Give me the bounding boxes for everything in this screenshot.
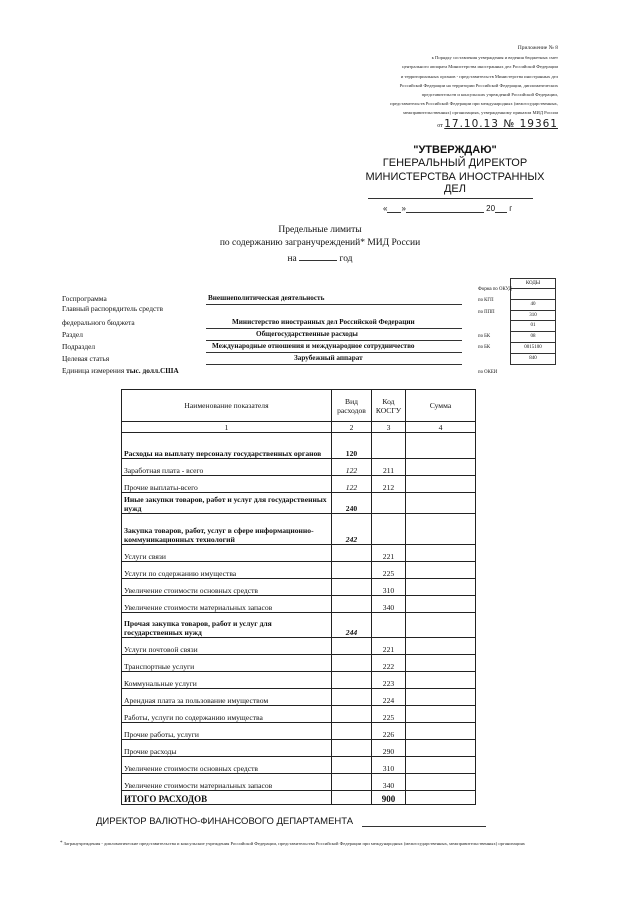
table-row	[122, 562, 476, 579]
appendix-block	[330, 44, 558, 131]
table-row	[122, 655, 476, 672]
table-row	[122, 493, 476, 514]
col-number: 1	[122, 422, 332, 433]
table-body	[122, 433, 476, 805]
code-label: по БК	[478, 334, 491, 339]
code-label: по КГП	[478, 298, 494, 303]
footnote	[60, 840, 540, 848]
table-row	[122, 579, 476, 596]
row-name: Расходы на выплату персоналу государственных органов	[122, 433, 332, 459]
appendix-line: представительств Российской Федерации при международных (межгосударственных,	[390, 101, 558, 107]
row-name: Увеличение стоимости материальных запасов	[122, 774, 332, 791]
row-expense-type: 242	[332, 514, 372, 545]
row-expense-type	[332, 706, 372, 723]
row-name: Услуги по содержанию имущества	[122, 562, 332, 579]
field-underline	[206, 328, 462, 329]
table-row	[122, 706, 476, 723]
row-expense-type	[332, 689, 372, 706]
approval-ministry: МИНИСТЕРСТВА ИНОСТРАННЫХ ДЕЛ	[365, 171, 545, 195]
row-kosgu	[372, 433, 406, 459]
col-number: 2	[332, 422, 372, 433]
unit-label-text: Единица измерения	[62, 366, 125, 375]
total-label: ИТОГО РАСХОДОВ	[122, 791, 332, 805]
row-sum[interactable]	[406, 613, 476, 638]
row-kosgu: 221	[372, 545, 406, 562]
code-cell	[510, 288, 556, 300]
row-kosgu: 212	[372, 476, 406, 493]
row-sum[interactable]	[406, 740, 476, 757]
table-row	[122, 476, 476, 493]
date-prefix: от	[437, 122, 443, 129]
table-row	[122, 596, 476, 613]
table-row	[122, 672, 476, 689]
row-sum[interactable]	[406, 433, 476, 459]
unit-value: тыс. долл.США	[126, 366, 179, 375]
table-row	[122, 638, 476, 655]
appendix-line: центрального аппарата Министерства иностранных дел Российской Федерации	[402, 64, 558, 70]
col-number: 4	[406, 422, 476, 433]
appendix-number: Приложение № 8	[517, 45, 558, 51]
code-cell: 840	[510, 354, 556, 365]
approval-stamp: "УТВЕРЖДАЮ"	[413, 144, 497, 156]
code-label: по ППП	[478, 310, 495, 315]
row-name: Увеличение стоимости материальных запасов	[122, 596, 332, 613]
codes-box	[510, 278, 556, 365]
row-name: Услуги почтовой связи	[122, 638, 332, 655]
row-kosgu: 224	[372, 689, 406, 706]
section-label: Раздел	[62, 330, 83, 339]
code-cell: 0015100	[510, 343, 556, 354]
row-expense-type	[332, 562, 372, 579]
row-sum[interactable]	[406, 493, 476, 514]
row-name: Прочие работы, услуги	[122, 723, 332, 740]
row-sum[interactable]	[406, 514, 476, 545]
total-vr	[332, 791, 372, 805]
row-kosgu	[372, 493, 406, 514]
row-expense-type	[332, 545, 372, 562]
doc-year-line	[190, 251, 450, 264]
table-header-row	[122, 390, 476, 422]
subsection-value: Международные отношения и международное сотрудничество	[212, 342, 415, 350]
row-expense-type: 122	[332, 476, 372, 493]
field-underline	[206, 352, 462, 353]
manager-value: Министерство иностранных дел Российской Федерации	[232, 318, 415, 326]
subsection-label: Подраздел	[62, 342, 96, 351]
appendix-line: и территориальных органов - представительств Министерства иностранных дел	[400, 73, 558, 79]
appendix-line: представительств и консульских учреждений Российской Федерации,	[421, 92, 558, 98]
row-sum[interactable]	[406, 672, 476, 689]
code-label: по БК	[478, 345, 491, 350]
row-expense-type	[332, 672, 372, 689]
appendix-line: к Порядку составления утверждения и ведения бюджетных смет	[431, 55, 558, 61]
approval-date-line	[383, 203, 553, 213]
col-header-kosgu: Код КОСГУ	[372, 390, 406, 422]
row-kosgu: 226	[372, 723, 406, 740]
row-name: Заработная плата - всего	[122, 459, 332, 476]
table-row	[122, 740, 476, 757]
row-sum[interactable]	[406, 706, 476, 723]
day-blank	[387, 203, 401, 213]
col-header-vr: Вид расходов	[332, 390, 372, 422]
limits-table	[121, 389, 476, 805]
row-expense-type	[332, 638, 372, 655]
code-cell: 08	[510, 332, 556, 343]
table-colnum-row	[122, 422, 476, 433]
row-sum[interactable]	[406, 774, 476, 791]
table-row	[122, 689, 476, 706]
total-row	[122, 791, 476, 805]
row-kosgu: 223	[372, 672, 406, 689]
row-name: Транспортные услуги	[122, 655, 332, 672]
field-underline	[206, 340, 462, 341]
year-blank	[495, 203, 507, 213]
row-expense-type	[332, 740, 372, 757]
row-expense-type	[332, 774, 372, 791]
quote-open: «	[383, 204, 388, 213]
row-name: Прочие выплаты-всего	[122, 476, 332, 493]
row-sum[interactable]	[406, 476, 476, 493]
code-cell: 310	[510, 311, 556, 322]
doc-subtitle: по содержанию загранучреждений* МИД России	[219, 238, 421, 248]
year-prefix: 20	[486, 204, 496, 213]
table-row	[122, 723, 476, 740]
table-row	[122, 613, 476, 638]
director-signature-label: ДИРЕКТОР ВАЛЮТНО-ФИНАНСОВОГО ДЕПАРТАМЕНТА	[96, 816, 354, 827]
row-expense-type	[332, 757, 372, 774]
unit-label	[62, 366, 179, 375]
row-kosgu: 222	[372, 655, 406, 672]
table-row	[122, 774, 476, 791]
row-expense-type: 240	[332, 493, 372, 514]
row-kosgu: 225	[372, 562, 406, 579]
program-value: Внешнеполитическая деятельность	[208, 294, 325, 302]
doc-title: Предельные лимиты	[278, 225, 362, 235]
appendix-line: межправительственных) организациях, утвержденному приказом МИД России	[403, 110, 558, 116]
article-value: Зарубежный аппарат	[294, 354, 363, 362]
manager-label-1: Главный распорядитель средств	[62, 304, 163, 313]
row-sum[interactable]	[406, 757, 476, 774]
total-kosgu: 900	[372, 791, 406, 805]
year-line-suffix: год	[339, 254, 353, 264]
manager-label-2: федерального бюджета	[62, 318, 135, 327]
row-name: Увеличение стоимости основных средств	[122, 579, 332, 596]
table-row	[122, 545, 476, 562]
code-cell: 01	[510, 321, 556, 332]
row-name: Коммунальные услуги	[122, 672, 332, 689]
row-kosgu: 225	[372, 706, 406, 723]
month-blank	[406, 203, 484, 213]
appendix-line: Российской Федерации на территории Российской Федерации, дипломатических	[399, 82, 558, 88]
row-kosgu: 211	[372, 459, 406, 476]
row-sum[interactable]	[406, 655, 476, 672]
row-kosgu	[372, 613, 406, 638]
row-kosgu: 310	[372, 757, 406, 774]
col-header-name: Наименование показателя	[122, 390, 332, 422]
row-sum[interactable]	[406, 459, 476, 476]
field-underline	[206, 304, 462, 305]
year-line-prefix: на	[287, 254, 297, 264]
table-row	[122, 514, 476, 545]
col-number: 3	[372, 422, 406, 433]
row-sum[interactable]	[406, 723, 476, 740]
row-name: Закупка товаров, работ, услуг в сфере информационно-коммуникационных технологий	[122, 514, 332, 545]
row-expense-type	[332, 596, 372, 613]
row-kosgu: 340	[372, 596, 406, 613]
col-header-sum: Сумма	[406, 390, 476, 422]
code-cell: 40	[510, 300, 556, 311]
row-name: Арендная плата за пользование имуществом	[122, 689, 332, 706]
footnote-mark: *	[60, 841, 63, 846]
row-name: Работы, услуги по содержанию имущества	[122, 706, 332, 723]
total-sum[interactable]	[406, 791, 476, 805]
row-name: Прочие расходы	[122, 740, 332, 757]
program-label: Госпрограмма	[62, 294, 107, 303]
row-sum[interactable]	[406, 596, 476, 613]
approval-position: ГЕНЕРАЛЬНЫЙ ДИРЕКТОР	[382, 157, 528, 169]
row-sum[interactable]	[406, 562, 476, 579]
row-expense-type	[332, 723, 372, 740]
table-row	[122, 433, 476, 459]
row-sum[interactable]	[406, 638, 476, 655]
article-label: Целевая статья	[62, 354, 110, 363]
appendix-date	[330, 117, 558, 131]
row-sum[interactable]	[406, 689, 476, 706]
table-row	[122, 757, 476, 774]
handwritten-date: 17.10.13 № 19361	[444, 117, 558, 130]
quote-close: »	[401, 204, 406, 213]
row-expense-type: 244	[332, 613, 372, 638]
signature-line	[368, 198, 533, 199]
row-sum[interactable]	[406, 545, 476, 562]
row-kosgu	[372, 514, 406, 545]
row-name: Иные закупки товаров, работ и услуг для государственных нужд	[122, 493, 332, 514]
row-expense-type: 122	[332, 459, 372, 476]
row-name: Прочая закупка товаров, работ и услуг для государственных нужд	[122, 613, 332, 638]
row-sum[interactable]	[406, 579, 476, 596]
year-suffix: г	[509, 204, 513, 213]
field-underline	[206, 364, 462, 365]
year-line-blank	[299, 251, 337, 261]
section-value: Общегосударственные расходы	[256, 330, 358, 338]
row-expense-type	[332, 655, 372, 672]
director-signature-line	[362, 826, 486, 827]
code-label: по ОКЕИ	[478, 370, 498, 375]
row-kosgu: 290	[372, 740, 406, 757]
row-expense-type	[332, 579, 372, 596]
row-expense-type: 120	[332, 433, 372, 459]
row-name: Услуги связи	[122, 545, 332, 562]
codes-header: КОДЫ	[510, 278, 556, 288]
table-row	[122, 459, 476, 476]
code-label: Форма по ОКУД	[478, 287, 512, 292]
row-kosgu: 221	[372, 638, 406, 655]
footnote-text: Загранучреждения - дипломатические представительства и консульские учреждения Российской Федерации, представительства Российской Федерации при международных (межгосударственных, межправительственных) организациях	[63, 841, 525, 846]
row-kosgu: 340	[372, 774, 406, 791]
row-kosgu: 310	[372, 579, 406, 596]
row-name: Увеличение стоимости основных средств	[122, 757, 332, 774]
